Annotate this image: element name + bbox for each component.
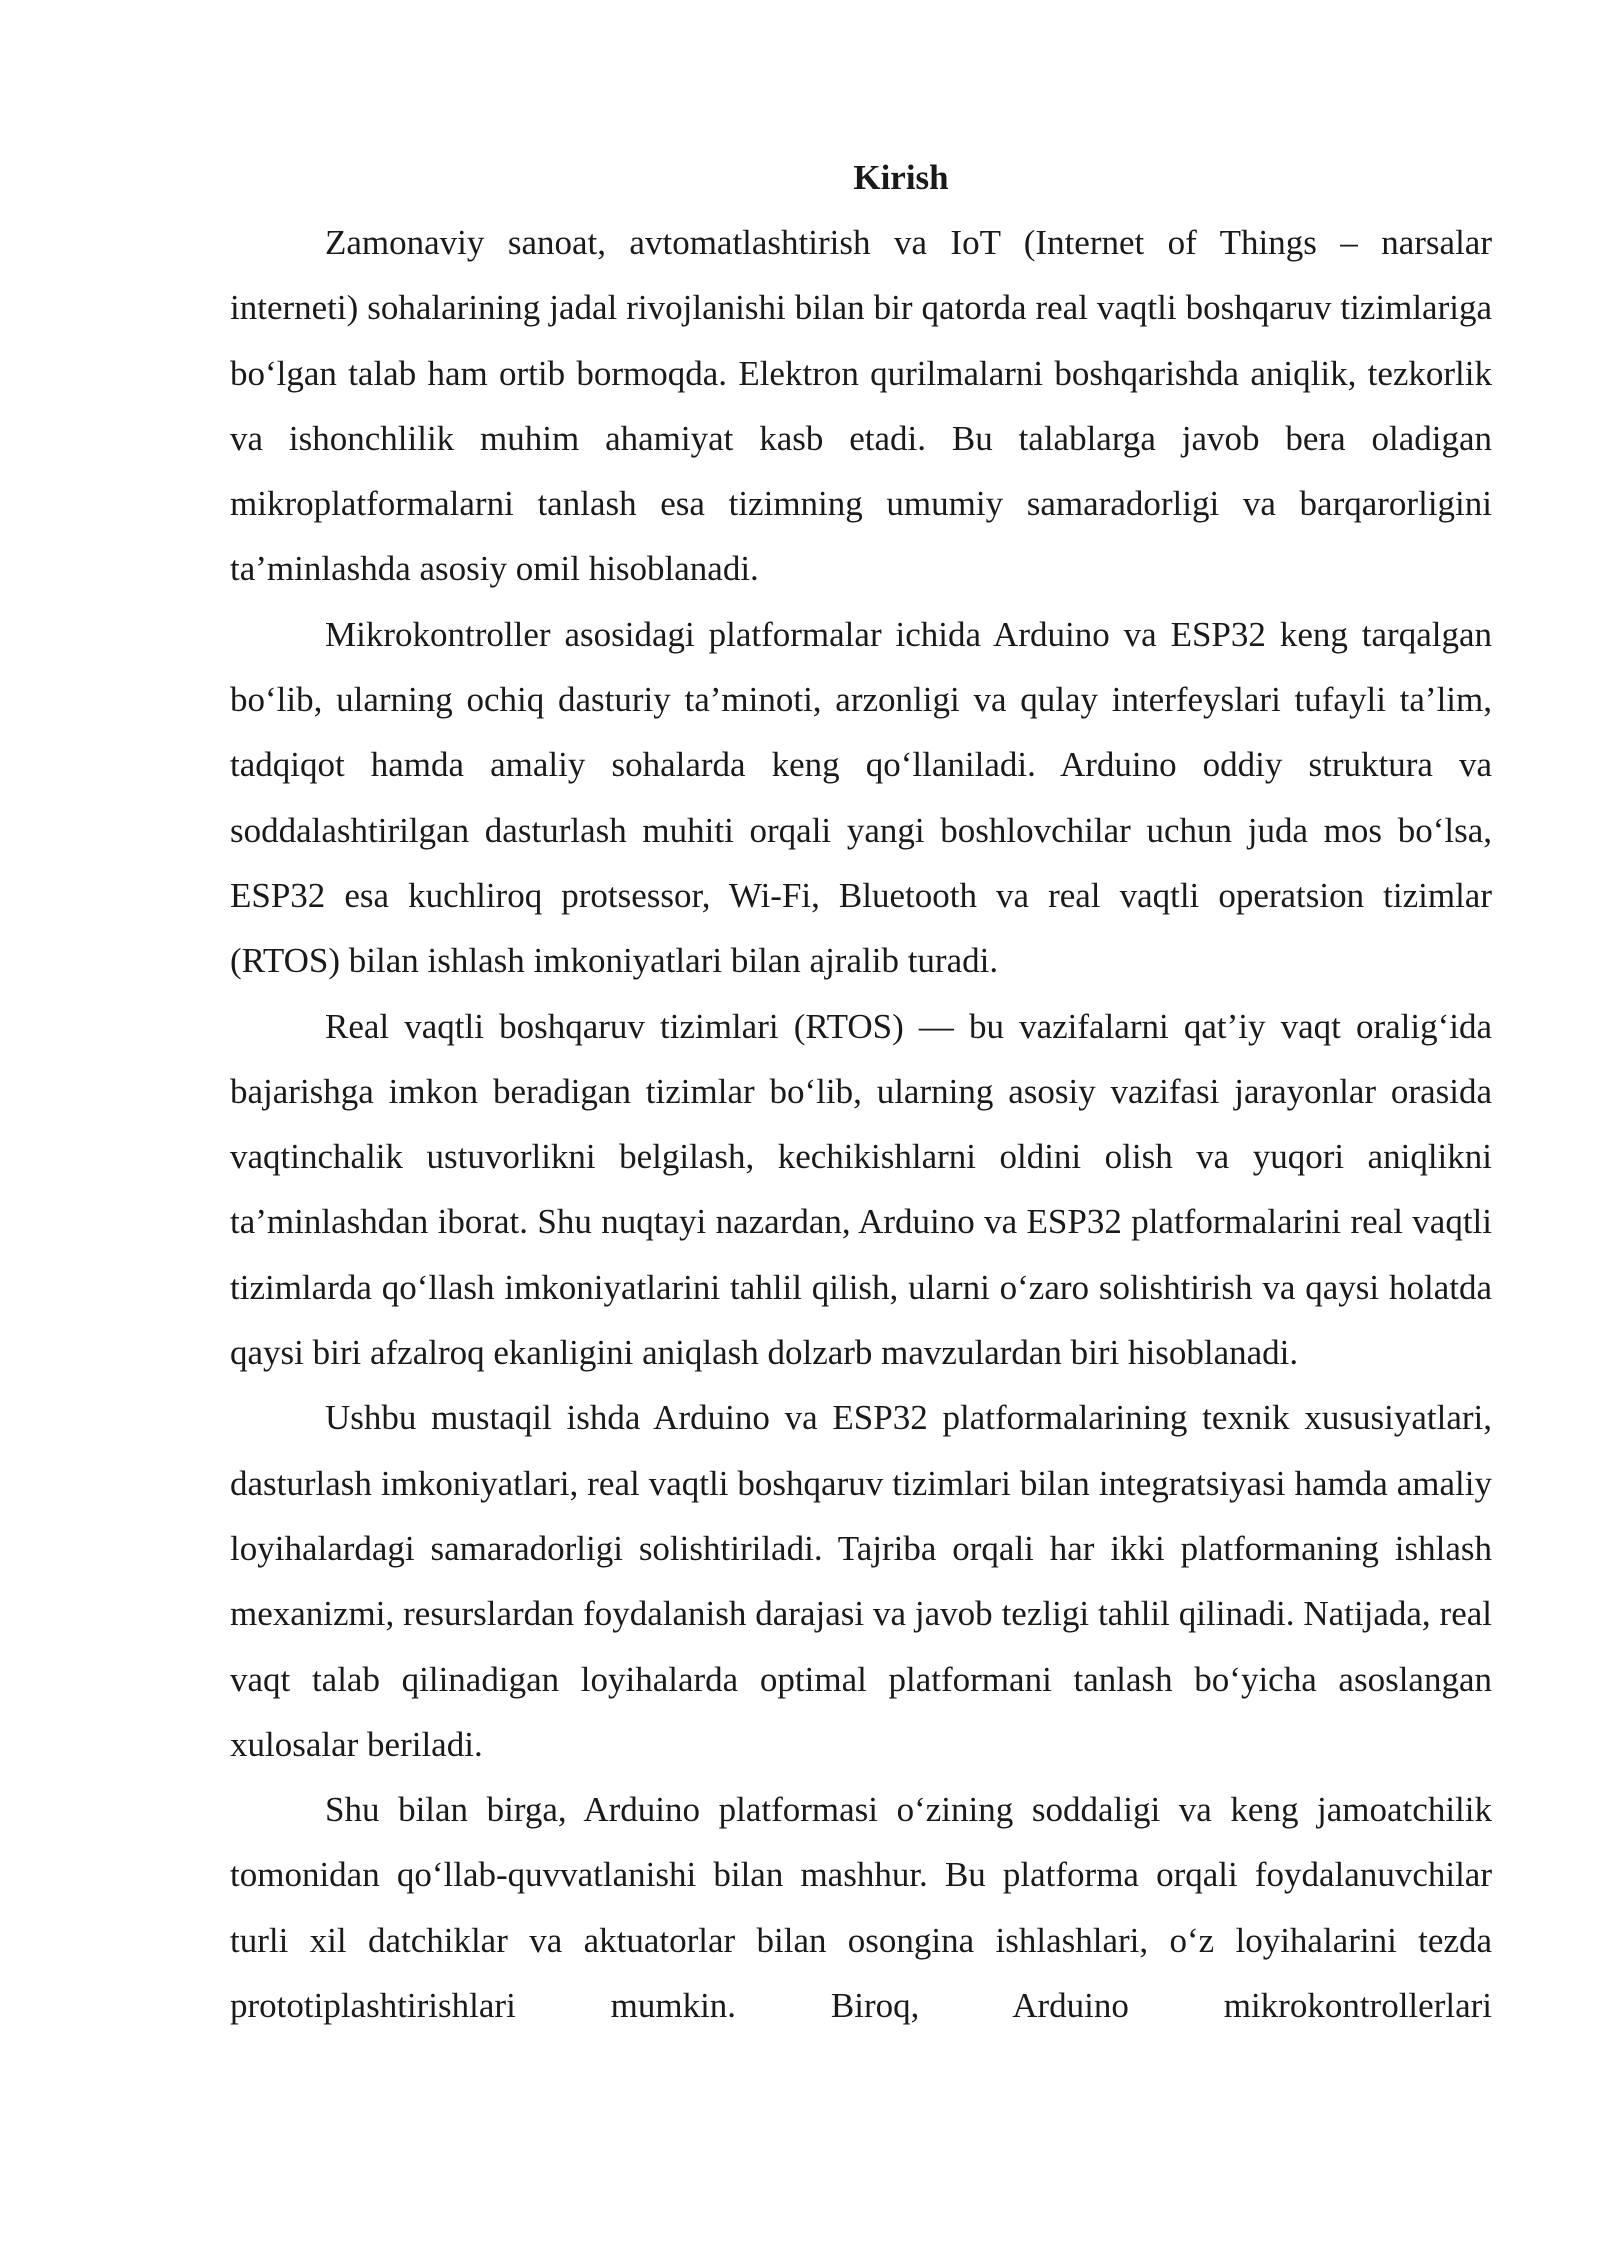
document-body (230, 148, 1492, 2038)
section-title: Kirish (853, 158, 949, 197)
paragraph-3: Real vaqtli boshqaruv tizimlari (RTOS) — bu vazifalarni qat’iy vaqt oralig‘ida bajarishga imkon beradigan tizimlar bo‘lib, ularning asosiy vazifasi jarayonlar orasida vaqtinchalik ustuvorlikni belgilash, kechikishlarni oldini olish va yuqori aniqlikni ta’minlashdan iborat. Shu nuqtayi nazardan, Arduino va ESP32 platformalarini real vaqtli tizimlarda qo‘llash imkoniyatlarini tahlil qilish, ularni o‘zaro solishtirish va qaysi holatda qaysi biri afzalroq ekanligini aniqlash dolzarb mavzulardan biri hisoblanadi. (230, 1006, 1492, 1373)
paragraph-1: Zamonaviy sanoat, avtomatlashtirish va IoT (Internet of Things – narsalar interneti) sohalarining jadal rivojlanishi bilan bir qatorda real vaqtli boshqaruv tizimlariga bo‘lgan talab ham ortib bormoqda. Elektron qurilmalarni boshqarishda aniqlik, tezkorlik va ishonchlilik muhim ahamiyat kasb etadi. Bu talablarga javob bera oladigan mikroplatformalarni tanlash esa tizimning umumiy samaradorligi va barqarorligini ta’minlashda asosiy omil hisoblanadi. (230, 223, 1492, 589)
paragraph-2: Mikrokontroller asosidagi platformalar ichida Arduino va ESP32 keng tarqalgan bo‘lib, ularning ochiq dasturiy ta’minoti, arzonligi va qulay interfeyslari tufayli ta’lim, tadqiqot hamda amaliy sohalarda keng qo‘llaniladi. Arduino oddiy struktura va soddalashtirilgan dasturlash muhiti orqali yangi boshlovchilar uchun juda mos bo‘lsa, ESP32 esa kuchliroq protsessor, Wi-Fi, Bluetooth va real vaqtli operatsion tizimlar (RTOS) bilan ishlash imkoniyatlari bilan ajralib turadi. (230, 614, 1492, 981)
paragraph-5: Shu bilan birga, Arduino platformasi o‘zining soddaligi va keng jamoatchilik tomonidan qo‘llab-quvvatlanishi bilan mashhur. Bu platforma orqali foydalanuvchilar turli xil datchiklar va aktuatorlar bilan osongina ishlashlari, o‘z loyihalarini tezda prototiplashtirishlari mumkin. Biroq, Arduino mikrokontrollerlari (230, 1790, 1492, 2026)
paragraph-4: Ushbu mustaqil ishda Arduino va ESP32 platformalarining texnik xususiyatlari, dasturlash imkoniyatlari, real vaqtli boshqaruv tizimlari bilan integratsiyasi hamda amaliy loyihalardagi samaradorligi solishtiriladi. Tajriba orqali har ikki platformaning ishlash mexanizmi, resurslardan foydalanish darajasi va javob tezligi tahlil qilinadi. Natijada, real vaqt talab qilinadigan loyihalarda optimal platformani tanlash bo‘yicha asoslangan xulosalar beriladi. (230, 1398, 1492, 1764)
